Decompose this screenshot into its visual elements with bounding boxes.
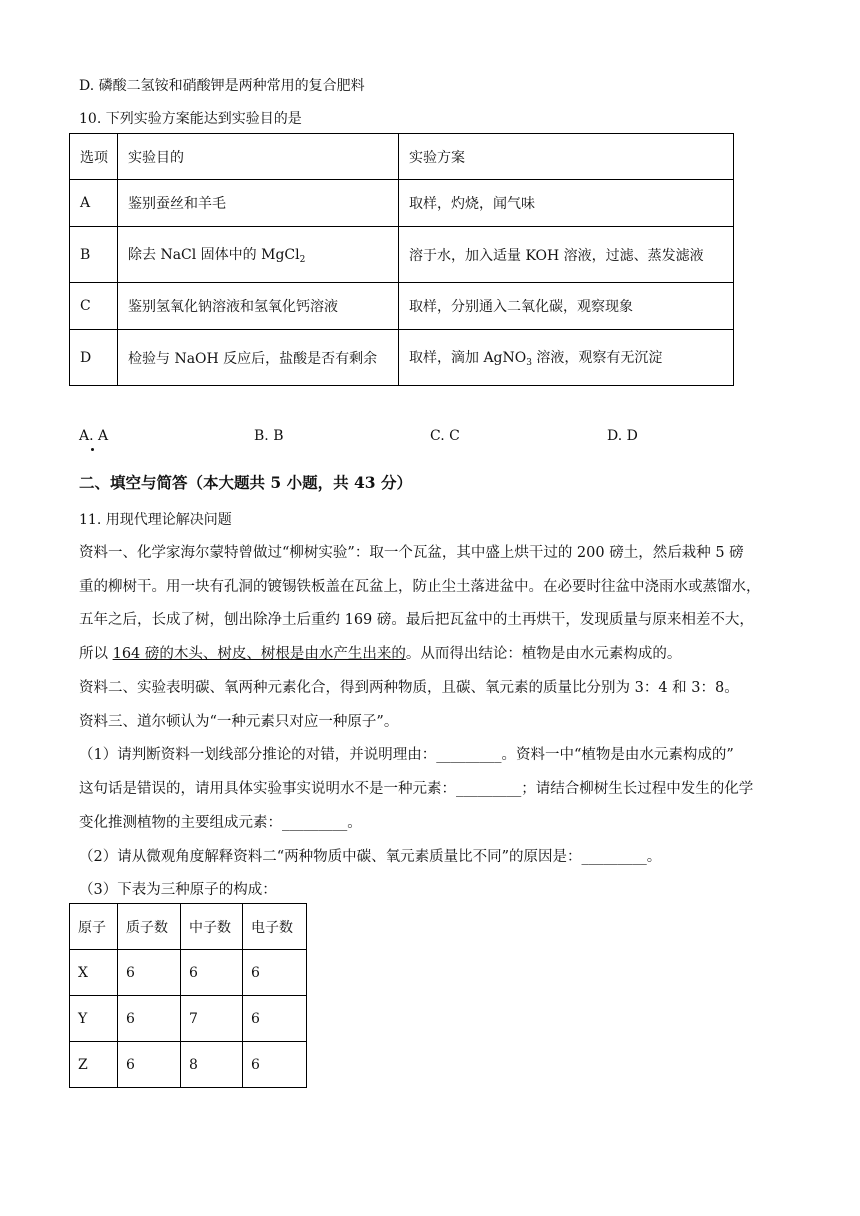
option-d: D. D	[607, 428, 638, 444]
plan-cell	[399, 330, 734, 386]
table-cell: 6	[118, 950, 181, 996]
header-cell: 质子数	[118, 904, 181, 950]
prev-option-d: D. 磷酸二氢铵和硝酸钾是两种常用的复合肥料	[79, 78, 365, 94]
table-cell: 7	[181, 996, 243, 1042]
table-row	[70, 227, 734, 283]
part-1-line: 这句话是错误的，请用具体实验事实说明水不是一种元素：_________；请结合柳树生长过程中发生的化学	[79, 781, 754, 797]
table-cell: 6	[118, 1042, 181, 1088]
material-1-line: 重的柳树干。用一块有孔洞的镀锡铁板盖在瓦盆上，防止尘土落进盆中。在必要时往盆中浇雨水或蒸馏水，	[79, 579, 761, 595]
table-row	[70, 283, 734, 330]
goal-cell: 鉴别氢氧化钠溶液和氢氧化钙溶液	[118, 283, 399, 330]
part-1-line: 变化推测植物的主要组成元素：_________。	[79, 815, 362, 831]
table-cell: X	[70, 950, 118, 996]
q10-table	[69, 133, 734, 386]
goal-cell: 鉴别蚕丝和羊毛	[118, 180, 399, 227]
part-2: （2）请从微观角度解释资料二“两种物质中碳、氧元素质量比不同”的原因是：_________。	[79, 849, 662, 865]
table-cell: Z	[70, 1042, 118, 1088]
underlined-inference: 164 磅的木头、树皮、树根是由水产生出来的	[112, 646, 406, 662]
material-1-line: 资料一、化学家海尔蒙特曾做过“柳树实验”：取一个瓦盆，其中盛上烘干过的 200 磅土，然后栽种 5 磅	[79, 545, 744, 561]
option-cell: B	[70, 227, 118, 283]
table-cell: 8	[181, 1042, 243, 1088]
question-11-stem: 11. 用现代理论解决问题	[79, 512, 232, 528]
text: 所以	[79, 646, 113, 662]
table-row	[70, 1042, 307, 1088]
plan-cell: 取样，分别通入二氧化碳，观察现象	[399, 283, 734, 330]
option-cell: A	[70, 180, 118, 227]
table-cell: 6	[181, 950, 243, 996]
material-1-line	[79, 642, 681, 663]
table-row	[70, 996, 307, 1042]
option-c: C. C	[430, 428, 460, 444]
subscript: 3	[526, 358, 532, 368]
material-2: 资料二、实验表明碳、氧两种元素化合，得到两种物质，且碳、氧元素的质量比分别为 3：4 和 3：8。	[79, 680, 739, 696]
part-1-line: （1）请判断资料一划线部分推论的对错，并说明理由：_________。资料一中“植物是由水元素构成的”	[79, 747, 734, 763]
text: 。从而得出结论：植物是由水元素构成的。	[405, 646, 682, 662]
part-3: （3）下表为三种原子的构成：	[79, 882, 277, 898]
material-1-line: 五年之后，长成了树，刨出除净土后重约 169 磅。最后把瓦盆中的土再烘干，发现质量与原来相差不大，	[79, 612, 754, 628]
plan-text: 溶液，观察有无沉淀	[531, 350, 663, 366]
table-row	[70, 950, 307, 996]
plan-cell: 取样，灼烧，闻气味	[399, 180, 734, 227]
plan-text: 取样，滴加 AgNO	[409, 350, 527, 366]
option-cell: C	[70, 283, 118, 330]
header-cell: 实验目的	[118, 134, 399, 180]
option-cell: D	[70, 330, 118, 386]
table-header-row	[70, 904, 307, 950]
header-cell: 原子	[70, 904, 118, 950]
table-cell: 6	[243, 950, 307, 996]
question-10-stem: 10. 下列实验方案能达到实验目的是	[79, 111, 302, 127]
table-header-row	[70, 134, 734, 180]
subscript: 2	[299, 255, 306, 265]
option-b: B. B	[254, 428, 284, 444]
header-cell: 电子数	[243, 904, 307, 950]
option-a: A. A	[79, 428, 109, 444]
header-cell: 中子数	[181, 904, 243, 950]
goal-cell: 检验与 NaOH 反应后，盐酸是否有剩余	[118, 330, 399, 386]
atom-table	[69, 903, 307, 1088]
material-3: 资料三、道尔顿认为“一种元素只对应一种原子”。	[79, 714, 399, 730]
header-cell: 选项	[70, 134, 118, 180]
answer-dot	[91, 448, 94, 451]
goal-cell	[118, 227, 399, 283]
table-cell: Y	[70, 996, 118, 1042]
table-cell: 6	[243, 996, 307, 1042]
plan-cell: 溶于水，加入适量 KOH 溶液，过滤、蒸发滤液	[399, 227, 734, 283]
table-row	[70, 180, 734, 227]
table-row	[70, 330, 734, 386]
table-cell: 6	[243, 1042, 307, 1088]
table-cell: 6	[118, 996, 181, 1042]
section-title: 二、填空与简答（本大题共 5 小题，共 43 分）	[79, 473, 412, 492]
goal-text: 除去 NaCl 固体中的 MgCl	[128, 247, 300, 263]
header-cell: 实验方案	[399, 134, 734, 180]
